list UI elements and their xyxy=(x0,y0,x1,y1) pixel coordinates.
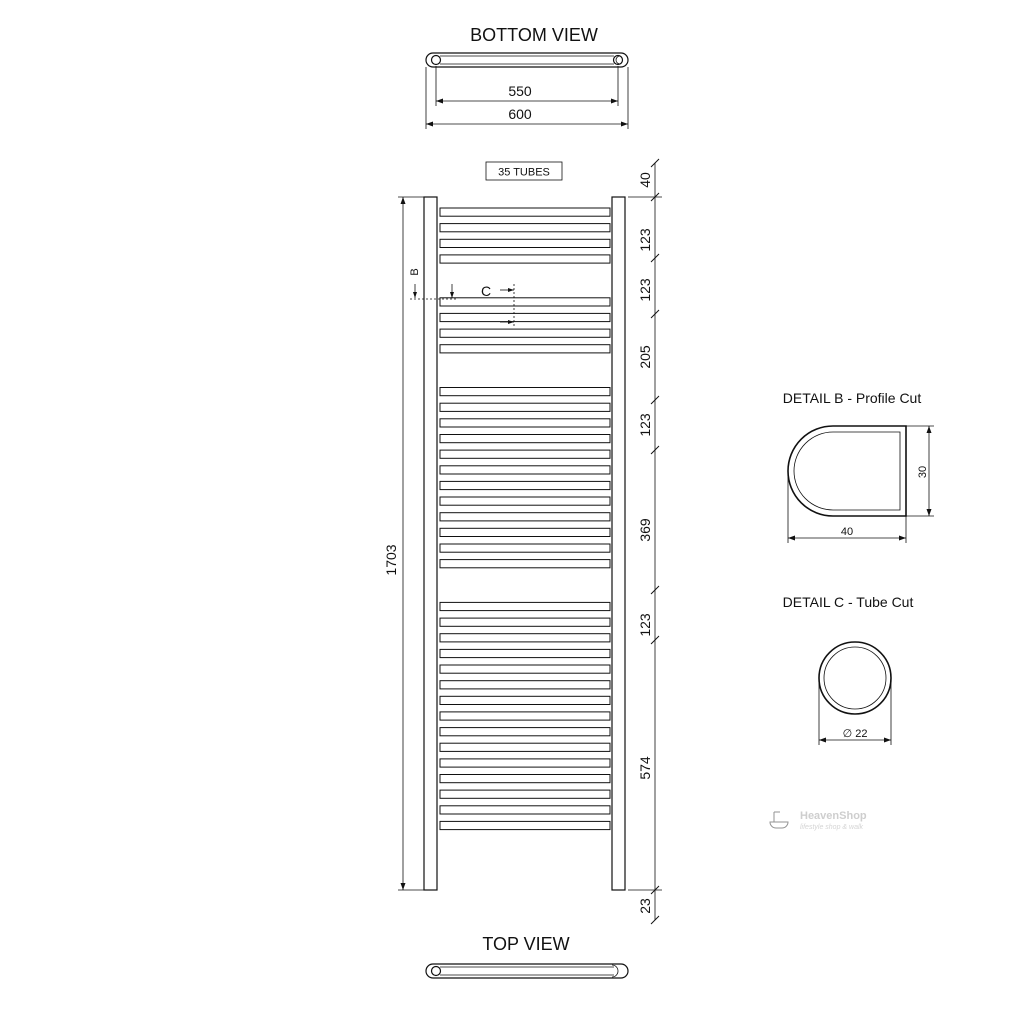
tube xyxy=(440,513,610,521)
tube xyxy=(440,743,610,751)
total-height-label: 1703 xyxy=(383,544,399,576)
section-spacing-label: 205 xyxy=(637,345,653,369)
detail-c-title: DETAIL C - Tube Cut xyxy=(782,594,914,610)
tube xyxy=(440,790,610,798)
tube xyxy=(440,821,610,829)
section-spacing-label: 369 xyxy=(637,518,653,542)
section-c-label: C xyxy=(480,283,492,299)
tube xyxy=(440,313,610,321)
tube xyxy=(440,435,610,443)
tube xyxy=(440,634,610,642)
tube xyxy=(440,681,610,689)
section-spacing-label: 123 xyxy=(637,228,653,252)
section-b-label: B xyxy=(409,268,421,276)
tube xyxy=(440,403,610,411)
tube xyxy=(440,329,610,337)
section-spacing-label: 123 xyxy=(637,613,653,637)
tube xyxy=(440,806,610,814)
profile-cut-shape xyxy=(788,426,906,516)
tube xyxy=(440,224,610,232)
tube xyxy=(440,466,610,474)
watermark-tagline: lifestyle shop & walk xyxy=(800,824,864,831)
tube-diameter-label: ∅ 22 xyxy=(842,728,868,740)
profile-width-label: 40 xyxy=(840,526,854,538)
bottom-view-rail xyxy=(426,53,628,67)
detail-b-title: DETAIL B - Profile Cut xyxy=(782,390,922,406)
right-rail xyxy=(612,197,625,890)
section-spacing-label: 123 xyxy=(637,413,653,437)
top-view-rail xyxy=(426,964,628,978)
tube xyxy=(440,298,610,306)
tube xyxy=(440,450,610,458)
tube xyxy=(440,255,610,263)
tube xyxy=(440,712,610,720)
watermark-brand: HeavenShop xyxy=(800,810,867,822)
tube xyxy=(440,665,610,673)
total-height-dimension-line xyxy=(398,197,424,890)
tube xyxy=(440,544,610,552)
tube xyxy=(440,497,610,505)
section-b-marker xyxy=(410,284,458,299)
section-spacing-label: 574 xyxy=(637,756,653,780)
tube-cut-shape xyxy=(819,642,891,714)
tube xyxy=(440,239,610,247)
top-view-title: TOP VIEW xyxy=(482,934,570,954)
outer-width-label: 600 xyxy=(508,106,532,122)
tube xyxy=(440,649,610,657)
left-rail xyxy=(424,197,437,890)
section-label-group xyxy=(637,228,653,780)
tube xyxy=(440,345,610,353)
tube xyxy=(440,419,610,427)
tube xyxy=(440,481,610,489)
bottom-offset-label: 23 xyxy=(637,898,653,914)
tube xyxy=(440,208,610,216)
section-c-marker xyxy=(500,284,514,326)
watermark-logo xyxy=(770,810,867,831)
inner-width-label: 550 xyxy=(508,83,532,99)
section-spacing-label: 123 xyxy=(637,278,653,302)
tube xyxy=(440,388,610,396)
tube xyxy=(440,560,610,568)
bottom-view-title: BOTTOM VIEW xyxy=(470,25,598,45)
tube xyxy=(440,528,610,536)
tube xyxy=(440,602,610,610)
tube-group xyxy=(440,208,610,830)
tube xyxy=(440,775,610,783)
tube xyxy=(440,759,610,767)
top-offset-label: 40 xyxy=(637,172,653,188)
tube xyxy=(440,696,610,704)
tube xyxy=(440,728,610,736)
tubes-count-label: 35 TUBES xyxy=(498,166,550,179)
tube xyxy=(440,618,610,626)
profile-height-label: 30 xyxy=(917,465,929,479)
